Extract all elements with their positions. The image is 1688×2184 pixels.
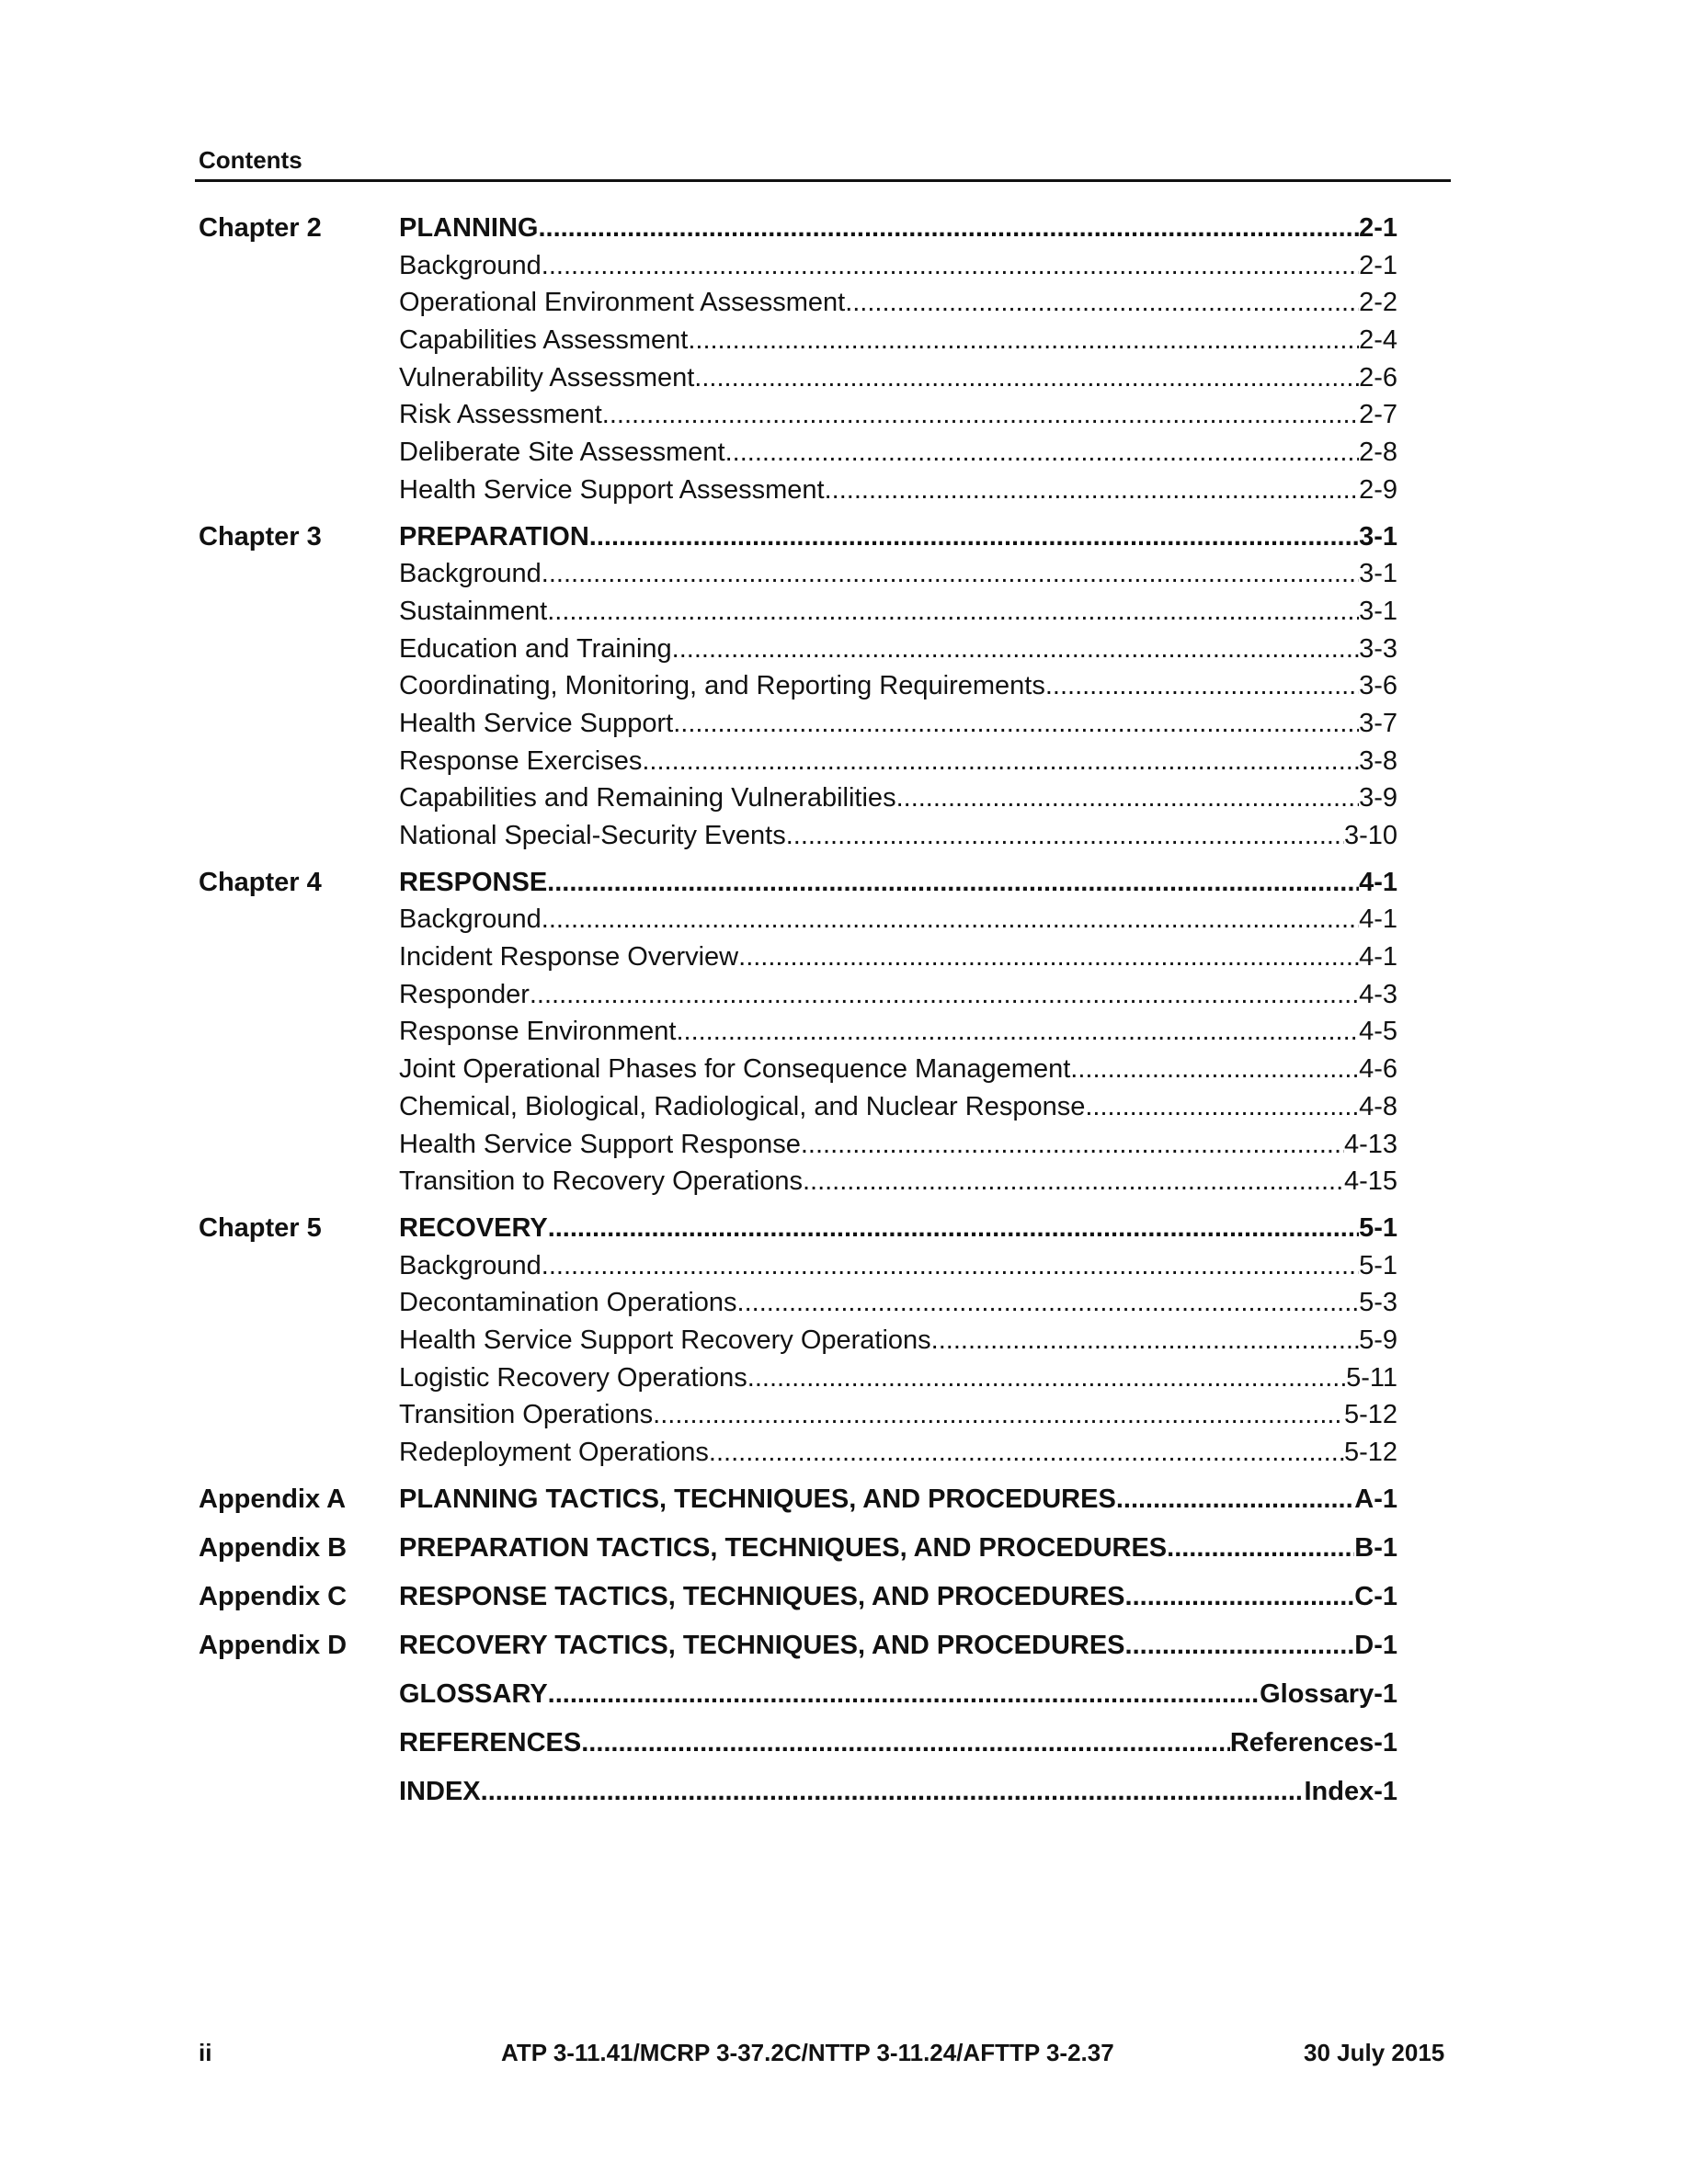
toc-entry <box>399 1481 1397 1519</box>
toc-main-title: RESPONSE <box>399 867 548 897</box>
table-of-contents <box>199 210 1397 1822</box>
toc-entry <box>399 1627 1397 1665</box>
toc-sub-entry[interactable] <box>199 938 1397 976</box>
toc-sub-title: Incident Response Overview <box>399 942 739 973</box>
toc-sub-title: Response Environment <box>399 1017 677 1047</box>
toc-entry <box>399 1434 1397 1472</box>
toc-main-entry[interactable] <box>199 1578 1397 1616</box>
dot-leader <box>542 901 1359 938</box>
page-header-label: Contents <box>199 146 302 174</box>
toc-sub-title: Chemical, Biological, Radiological, and Nuclear Response <box>399 1091 1086 1121</box>
toc-page-number: 2-1 <box>1359 250 1397 280</box>
toc-main-title: PLANNING TACTICS, TECHNIQUES, AND PROCEDURES <box>399 1484 1116 1514</box>
toc-sub-entry[interactable] <box>199 472 1397 509</box>
toc-section-label: Appendix D <box>199 1630 348 1660</box>
dot-leader <box>688 322 1359 359</box>
toc-entry <box>399 743 1397 780</box>
dot-leader <box>642 743 1359 780</box>
dot-leader <box>542 555 1359 593</box>
toc-group <box>199 1724 1397 1762</box>
toc-sub-title: Health Service Support Response <box>399 1129 801 1159</box>
toc-sub-entry[interactable] <box>199 1051 1397 1088</box>
footer-date: 30 July 2015 <box>1304 2039 1445 2066</box>
toc-sub-title: Health Service Support <box>399 708 674 738</box>
toc-page-number: 2-8 <box>1359 438 1397 468</box>
toc-sub-title: Health Service Support Assessment <box>399 474 825 505</box>
toc-sub-entry[interactable] <box>199 434 1397 472</box>
toc-page-number: 3-1 <box>1359 596 1397 626</box>
toc-entry <box>399 1676 1397 1713</box>
toc-page-number: 3-1 <box>1359 521 1397 552</box>
dot-leader <box>747 1359 1346 1397</box>
toc-page-number: Index-1 <box>1304 1776 1397 1806</box>
toc-page-number: 3-6 <box>1359 671 1397 701</box>
dot-leader <box>801 1126 1344 1164</box>
toc-page-number: 4-1 <box>1359 867 1397 897</box>
toc-sub-entry[interactable] <box>199 322 1397 359</box>
toc-entry <box>399 284 1397 322</box>
toc-page-number: 2-1 <box>1359 213 1397 243</box>
toc-main-entry[interactable] <box>199 1724 1397 1762</box>
toc-sub-entry[interactable] <box>199 1434 1397 1472</box>
toc-main-entry[interactable] <box>199 1481 1397 1519</box>
toc-page-number: 4-5 <box>1359 1017 1397 1047</box>
toc-page-number: A-1 <box>1354 1484 1397 1514</box>
toc-main-entry[interactable] <box>199 1676 1397 1713</box>
dot-leader <box>548 1210 1359 1247</box>
toc-entry <box>399 1088 1397 1126</box>
dot-leader <box>673 705 1359 743</box>
toc-group <box>199 1676 1397 1713</box>
dot-leader <box>1045 667 1359 705</box>
toc-section-label: Appendix C <box>199 1581 348 1611</box>
toc-sub-entry[interactable] <box>199 555 1397 593</box>
toc-sub-entry[interactable] <box>199 1247 1397 1285</box>
toc-sub-entry[interactable] <box>199 976 1397 1014</box>
toc-group <box>199 1530 1397 1567</box>
toc-entry <box>399 1359 1397 1397</box>
toc-group <box>199 210 1397 509</box>
toc-page-number: 2-2 <box>1359 288 1397 318</box>
toc-sub-title: Deliberate Site Assessment <box>399 438 725 468</box>
footer-page-number: ii <box>199 2039 212 2066</box>
toc-main-title: INDEX <box>399 1776 481 1806</box>
toc-main-entry[interactable] <box>199 518 1397 556</box>
toc-sub-title: Background <box>399 559 542 589</box>
dot-leader <box>589 518 1359 556</box>
dot-leader <box>547 593 1359 631</box>
toc-entry <box>399 322 1397 359</box>
dot-leader <box>542 1247 1359 1285</box>
toc-page-number: 4-3 <box>1359 979 1397 1009</box>
toc-entry <box>399 1163 1397 1200</box>
toc-sub-entry[interactable] <box>199 1396 1397 1434</box>
toc-entry <box>399 555 1397 593</box>
toc-entry <box>399 631 1397 668</box>
dot-leader <box>1125 1627 1355 1665</box>
toc-sub-entry[interactable] <box>199 1088 1397 1126</box>
toc-page-number: 2-4 <box>1359 325 1397 356</box>
toc-main-title: REFERENCES <box>399 1727 582 1757</box>
dot-leader <box>602 396 1359 434</box>
toc-sub-title: Redeployment Operations <box>399 1438 709 1467</box>
dot-leader <box>530 976 1359 1014</box>
toc-page-number: References-1 <box>1229 1727 1397 1757</box>
toc-main-title: PLANNING <box>399 213 539 243</box>
dot-leader <box>738 938 1359 976</box>
toc-sub-title: Background <box>399 1250 542 1280</box>
dot-leader <box>1125 1578 1355 1616</box>
toc-page-number: 5-9 <box>1359 1325 1397 1355</box>
toc-section-label: Chapter 4 <box>199 867 322 897</box>
toc-sub-title: National Special-Security Events <box>399 821 786 850</box>
toc-entry <box>399 396 1397 434</box>
dot-leader <box>709 1434 1344 1472</box>
toc-sub-title: Education and Training <box>399 633 672 664</box>
toc-section-label: Appendix A <box>199 1484 347 1514</box>
toc-page-number: 2-9 <box>1359 474 1397 505</box>
toc-main-title: RECOVERY TACTICS, TECHNIQUES, AND PROCEDURES <box>399 1630 1125 1660</box>
dot-leader <box>581 1724 1230 1762</box>
toc-sub-title: Sustainment <box>399 596 548 626</box>
toc-sub-entry[interactable] <box>199 359 1397 397</box>
toc-group <box>199 518 1397 855</box>
toc-sub-entry[interactable] <box>199 779 1397 817</box>
toc-sub-title: Coordinating, Monitoring, and Reporting Requirements <box>399 671 1045 701</box>
toc-page-number: 4-13 <box>1343 1129 1397 1159</box>
footer-publication-id: ATP 3-11.41/MCRP 3-37.2C/NTTP 3-11.24/AFTTP 3-2.37 <box>501 2039 1114 2066</box>
dot-leader <box>542 247 1359 285</box>
dot-leader <box>931 1322 1359 1359</box>
toc-main-entry[interactable] <box>199 1773 1397 1811</box>
toc-entry <box>399 817 1397 855</box>
toc-sub-entry[interactable] <box>199 396 1397 434</box>
toc-sub-entry[interactable] <box>199 667 1397 705</box>
toc-main-title: PREPARATION <box>399 521 589 552</box>
toc-page-number: 2-7 <box>1359 400 1397 430</box>
toc-sub-entry[interactable] <box>199 593 1397 631</box>
toc-sub-entry[interactable] <box>199 1126 1397 1164</box>
toc-page-number: D-1 <box>1354 1630 1397 1660</box>
toc-main-entry[interactable] <box>199 864 1397 902</box>
toc-group <box>199 1481 1397 1519</box>
dot-leader <box>676 1013 1359 1051</box>
toc-page-number: 4-15 <box>1343 1166 1397 1197</box>
toc-page-number: 5-11 <box>1346 1362 1397 1393</box>
toc-page-number: 5-12 <box>1343 1400 1397 1430</box>
toc-sub-entry[interactable] <box>199 901 1397 938</box>
toc-sub-title: Response Exercises <box>399 745 643 776</box>
dot-leader <box>803 1163 1344 1200</box>
toc-section-label: Chapter 5 <box>199 1212 322 1243</box>
toc-entry <box>399 434 1397 472</box>
toc-entry <box>399 901 1397 938</box>
toc-main-entry[interactable] <box>199 1210 1397 1247</box>
dot-leader <box>825 472 1359 509</box>
toc-entry <box>399 1396 1397 1434</box>
toc-sub-entry[interactable] <box>199 247 1397 285</box>
toc-group <box>199 1773 1397 1811</box>
dot-leader <box>672 631 1359 668</box>
toc-entry <box>399 247 1397 285</box>
toc-sub-title: Risk Assessment <box>399 400 602 430</box>
toc-sub-entry[interactable] <box>199 817 1397 855</box>
toc-group <box>199 864 1397 1200</box>
toc-entry <box>399 1322 1397 1359</box>
toc-page-number: 3-1 <box>1359 559 1397 589</box>
toc-page-number: 5-1 <box>1359 1212 1397 1243</box>
toc-page-number: 5-1 <box>1359 1250 1397 1280</box>
toc-sub-title: Logistic Recovery Operations <box>399 1362 747 1393</box>
toc-main-entry[interactable] <box>199 210 1397 247</box>
header-rule <box>195 179 1451 182</box>
toc-entry <box>399 938 1397 976</box>
toc-entry <box>399 705 1397 743</box>
toc-page-number: 4-8 <box>1359 1091 1397 1121</box>
toc-sub-entry[interactable] <box>199 631 1397 668</box>
dot-leader <box>653 1396 1344 1434</box>
toc-page-number: 5-3 <box>1359 1288 1397 1318</box>
toc-sub-title: Background <box>399 250 542 280</box>
toc-sub-title: Responder <box>399 979 530 1009</box>
toc-sub-entry[interactable] <box>199 705 1397 743</box>
toc-group <box>199 1578 1397 1616</box>
toc-entry <box>399 1578 1397 1616</box>
toc-page-number: 2-6 <box>1359 362 1397 392</box>
dot-leader <box>786 817 1344 855</box>
toc-group <box>199 1210 1397 1472</box>
toc-entry <box>399 1724 1397 1762</box>
toc-entry <box>399 1051 1397 1088</box>
toc-section-label: Chapter 2 <box>199 213 322 243</box>
dot-leader <box>538 210 1359 247</box>
dot-leader <box>1167 1530 1354 1567</box>
toc-sub-entry[interactable] <box>199 284 1397 322</box>
toc-sub-title: Operational Environment Assessment <box>399 288 846 318</box>
toc-page-number: 3-8 <box>1359 745 1397 776</box>
toc-entry <box>399 779 1397 817</box>
dot-leader <box>694 359 1359 397</box>
toc-sub-title: Joint Operational Phases for Consequence Management <box>399 1054 1071 1085</box>
dot-leader <box>1070 1051 1359 1088</box>
toc-sub-title: Transition Operations <box>399 1400 654 1430</box>
toc-page-number: B-1 <box>1354 1532 1397 1563</box>
toc-main-title: RESPONSE TACTICS, TECHNIQUES, AND PROCEDURES <box>399 1581 1125 1611</box>
toc-sub-title: Transition to Recovery Operations <box>399 1166 803 1197</box>
toc-sub-entry[interactable] <box>199 1163 1397 1200</box>
toc-page-number: 3-10 <box>1343 821 1397 850</box>
toc-entry <box>399 1773 1397 1811</box>
toc-sub-entry[interactable] <box>199 743 1397 780</box>
toc-entry <box>399 518 1397 556</box>
toc-sub-title: Background <box>399 904 542 935</box>
toc-page-number: 4-1 <box>1359 942 1397 973</box>
toc-sub-entry[interactable] <box>199 1013 1397 1051</box>
toc-page-number: 3-9 <box>1359 783 1397 813</box>
toc-entry <box>399 210 1397 247</box>
toc-entry <box>399 1530 1397 1567</box>
dot-leader <box>725 434 1359 472</box>
toc-entry <box>399 1013 1397 1051</box>
toc-sub-entry[interactable] <box>199 1284 1397 1322</box>
toc-entry <box>399 864 1397 902</box>
toc-page-number: C-1 <box>1354 1581 1397 1611</box>
toc-sub-entry[interactable] <box>199 1359 1397 1397</box>
toc-entry <box>399 1284 1397 1322</box>
dot-leader <box>1085 1088 1359 1126</box>
dot-leader <box>896 779 1360 817</box>
dot-leader <box>547 864 1359 902</box>
toc-page-number: 3-7 <box>1359 708 1397 738</box>
toc-main-title: RECOVERY <box>399 1212 548 1243</box>
toc-entry <box>399 1126 1397 1164</box>
toc-section-label: Chapter 3 <box>199 521 322 552</box>
toc-sub-title: Decontamination Operations <box>399 1288 737 1318</box>
toc-entry <box>399 359 1397 397</box>
toc-entry <box>399 1247 1397 1285</box>
toc-entry <box>399 593 1397 631</box>
toc-sub-entry[interactable] <box>199 1322 1397 1359</box>
dot-leader <box>1116 1481 1354 1519</box>
toc-main-title: PREPARATION TACTICS, TECHNIQUES, AND PROCEDURES <box>399 1532 1168 1563</box>
toc-sub-title: Capabilities and Remaining Vulnerabilities <box>399 783 896 813</box>
toc-entry <box>399 667 1397 705</box>
toc-entry <box>399 472 1397 509</box>
toc-main-entry[interactable] <box>199 1627 1397 1665</box>
toc-sub-title: Vulnerability Assessment <box>399 362 695 392</box>
dot-leader <box>845 284 1359 322</box>
toc-main-entry[interactable] <box>199 1530 1397 1567</box>
toc-page-number: Glossary-1 <box>1260 1678 1397 1709</box>
dot-leader <box>548 1676 1260 1713</box>
toc-section-label: Appendix B <box>199 1532 348 1563</box>
toc-sub-title: Health Service Support Recovery Operations <box>399 1325 931 1355</box>
toc-sub-title: Capabilities Assessment <box>399 325 689 356</box>
toc-page-number: 3-3 <box>1359 633 1397 664</box>
toc-main-title: GLOSSARY <box>399 1678 548 1709</box>
toc-entry <box>399 976 1397 1014</box>
toc-group <box>199 1627 1397 1665</box>
dot-leader <box>737 1284 1360 1322</box>
toc-page-number: 4-6 <box>1359 1054 1397 1085</box>
toc-page-number: 5-12 <box>1343 1438 1397 1467</box>
toc-page-number: 4-1 <box>1359 904 1397 935</box>
dot-leader <box>481 1773 1305 1811</box>
toc-entry <box>399 1210 1397 1247</box>
